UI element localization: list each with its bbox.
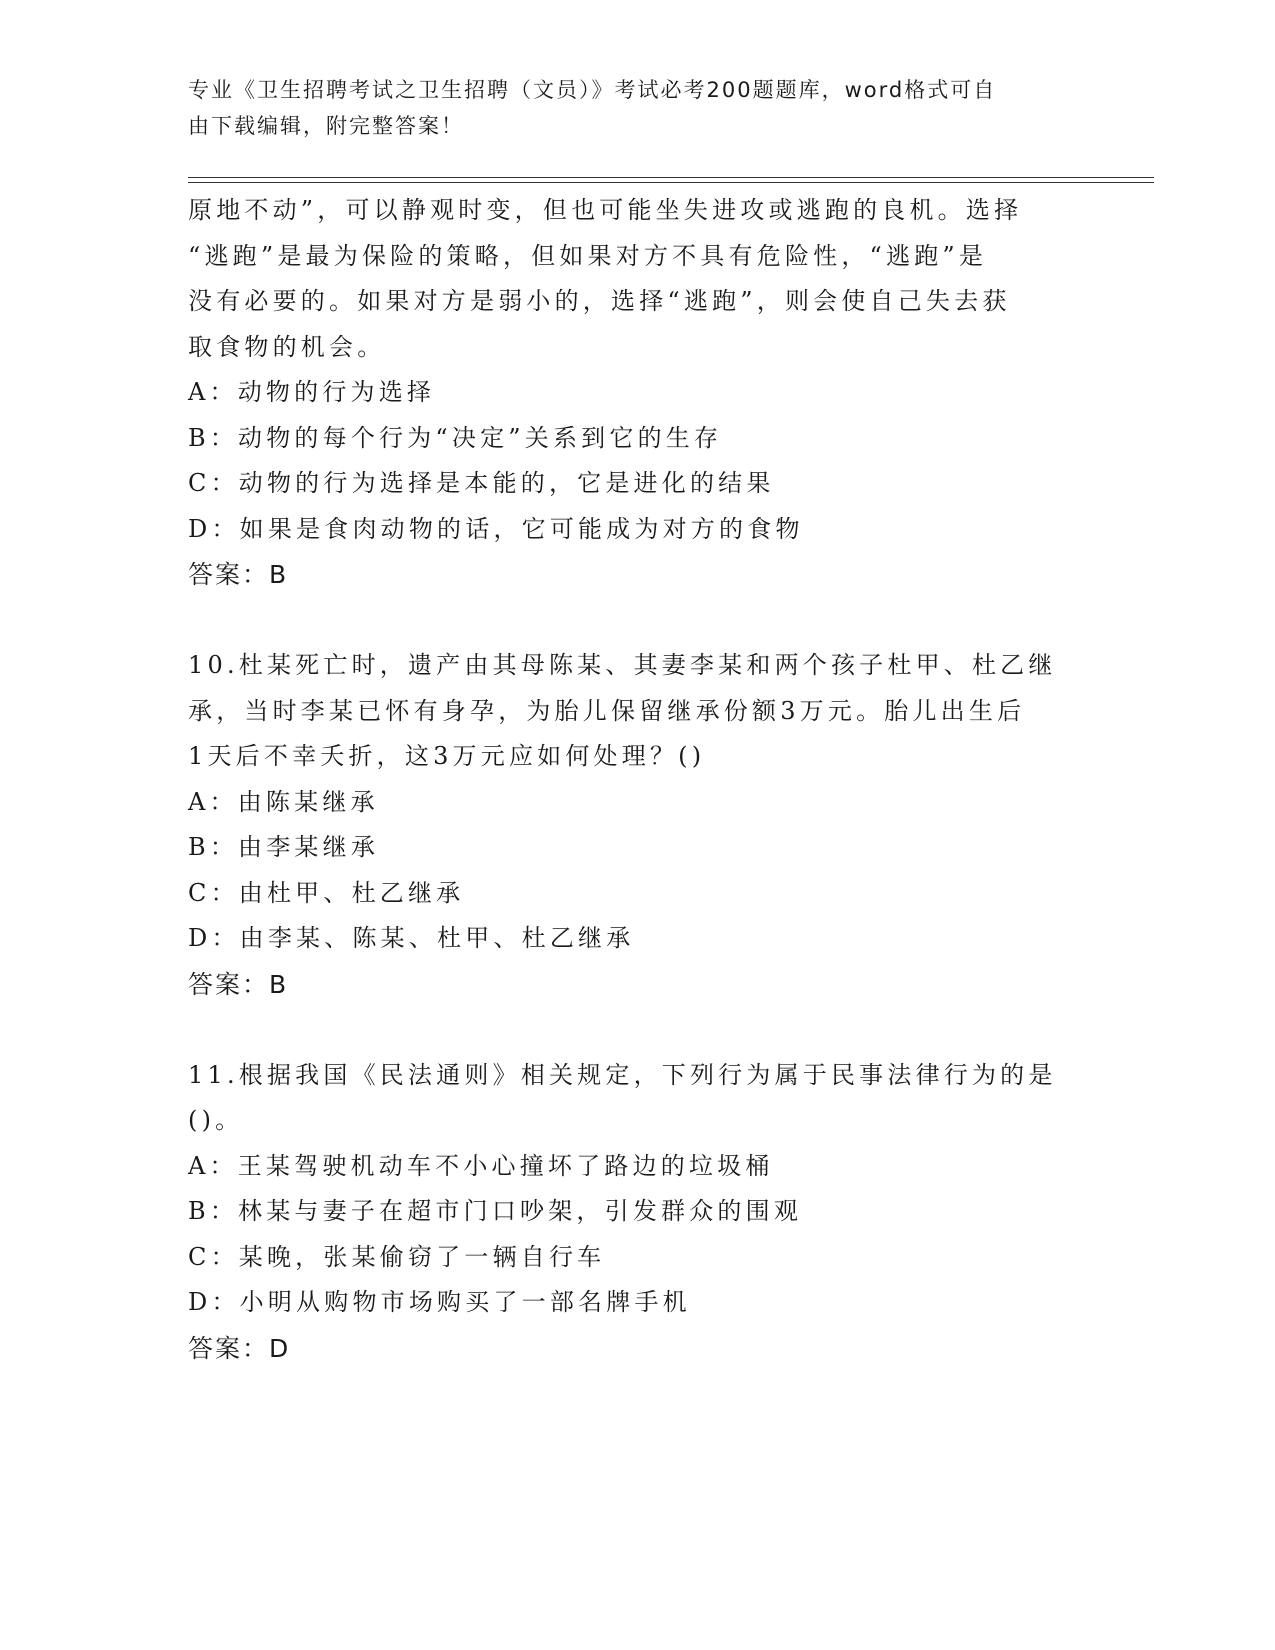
question-spacer (188, 1007, 1088, 1053)
option-c: C：某晚，张某偷窃了一辆自行车 (188, 1242, 606, 1271)
option-a: A：由陈某继承 (188, 787, 379, 816)
answer-line: 答案：D (188, 1333, 291, 1363)
question-text-line: 11.根据我国《民法通则》相关规定，下列行为属于民事法律行为的是 (188, 1060, 1057, 1089)
option-b: B：动物的每个行为“决定”关系到它的生存 (188, 423, 723, 452)
answer-line: 答案：B (188, 560, 289, 589)
question-text-line: 取食物的机会。 (188, 332, 386, 361)
page-header (188, 72, 1088, 144)
question-text-line: 没有必要的。如果对方是弱小的，选择“逃跑”，则会使自己失去获 (188, 287, 1011, 315)
question-text-line: “逃跑”是最为保险的策略，但如果对方不具有危险性，“逃跑”是 (188, 241, 988, 270)
option-d: D：由李某、陈某、杜甲、杜乙继承 (188, 924, 635, 952)
option-c: C：动物的行为选择是本能的，它是进化的结果 (188, 469, 775, 497)
option-d: D：小明从购物市场购买了一部名牌手机 (188, 1288, 691, 1316)
header-divider-bottom (188, 182, 1154, 183)
question-text-line: 原地不动”，可以静观时变，但也可能坐失进攻或逃跑的良机。选择 (188, 196, 1023, 224)
question-text-line: ()。 (188, 1106, 244, 1134)
question-11 (188, 1053, 1088, 1372)
header-divider-top (188, 177, 1154, 178)
option-a: A：动物的行为选择 (188, 378, 436, 406)
question-spacer (188, 598, 1088, 644)
document-body (188, 188, 1088, 1371)
question-text-line: 10.杜某死亡时，遗产由其母陈某、其妻李某和两个孩子杜甲、杜乙继 (188, 651, 1057, 679)
option-b: B：林某与妻子在超市门口吵架，引发群众的围观 (188, 1197, 803, 1225)
header-line-1: 专业《卫生招聘考试之卫生招聘（文员）》考试必考200题题库，word格式可自 (188, 78, 997, 102)
option-c: C：由杜甲、杜乙继承 (188, 878, 465, 907)
question-9 (188, 188, 1088, 598)
question-10 (188, 643, 1088, 1007)
question-text-line: 承，当时李某已怀有身孕，为胎儿保留继承份额3万元。胎儿出生后 (188, 696, 1026, 725)
option-b: B：由李某继承 (188, 833, 380, 861)
question-text-line: 1天后不幸夭折，这3万元应如何处理？() (188, 742, 706, 770)
option-d: D：如果是食肉动物的话，它可能成为对方的食物 (188, 514, 804, 543)
header-line-2: 由下载编辑，附完整答案！ (188, 114, 464, 138)
option-a: A：王某驾驶机动车不小心撞坏了路边的垃圾桶 (188, 1151, 774, 1180)
answer-line: 答案：B (188, 969, 289, 999)
